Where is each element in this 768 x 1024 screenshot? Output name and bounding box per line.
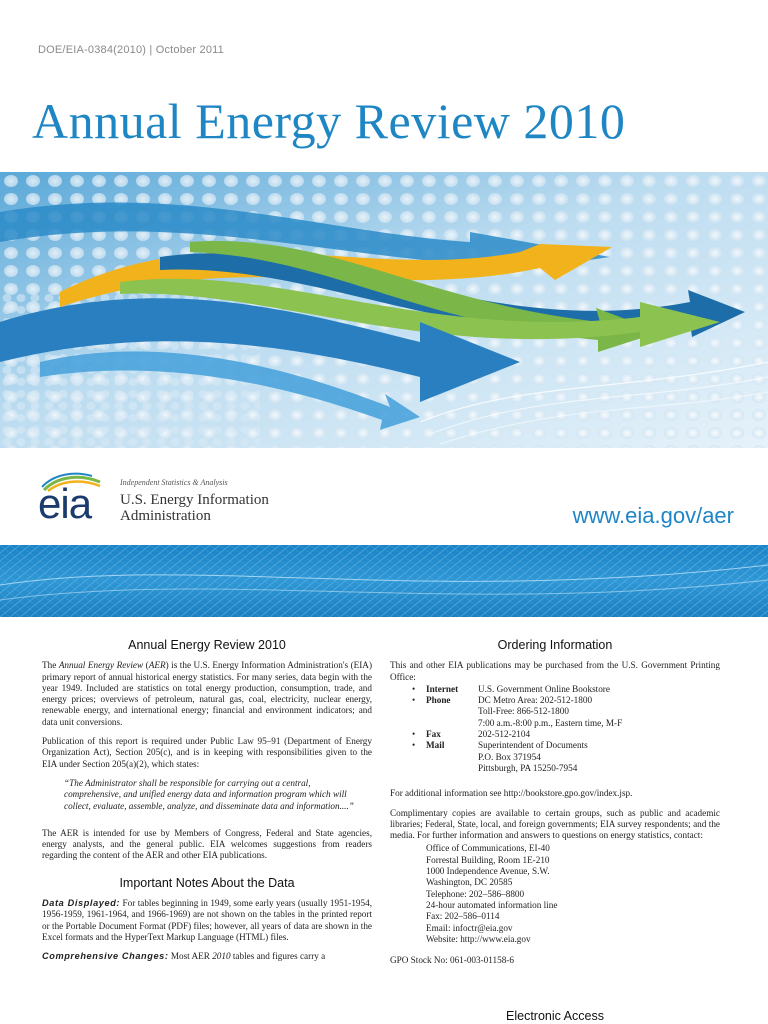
report-title: Annual Energy Review 2010	[32, 93, 626, 149]
logo-tagline: Independent Statistics & Analysis	[120, 478, 228, 487]
agency-name	[120, 492, 269, 524]
agency-name-line2: Administration	[120, 508, 211, 524]
audience-paragraph: The AER is intended for use by Members of Congress, Federal and State agencies, energy analysts, and the general public. EIA welcomes suggestions from readers regarding the content of the AER and other EIA publications.	[42, 827, 372, 861]
logo-wordmark: eia	[38, 480, 92, 527]
contact-email[interactable]: Email: infoctr@eia.gov	[426, 922, 513, 933]
ordering-heading: Ordering Information	[497, 638, 613, 652]
contact-website[interactable]: Website: http://www.eia.gov	[426, 933, 531, 944]
left-column	[42, 640, 372, 971]
bookstore-link[interactable]: For additional information see http://bookstore.gpo.gov/index.jsp.	[390, 788, 633, 799]
cover-artwork	[0, 172, 768, 448]
intro-paragraph: The Annual Energy Review (AER) is the U.S. Energy Information Administration's (EIA) primary report of annual historical energy statistics. For many series, data begin with the year 1949. Included are statistics on total energy production, consumption, trade, and energy prices; overviews of petroleum, natural gas, coal, electricity, nuclear energy, renewable energy, and international energy; financial and environment indicators; and data unit conversions.	[42, 660, 372, 727]
data-displayed-note: Data Displayed: For tables beginning in 1949, some early years (usually 1951-1954, 1956-1959, 1961-1964, and 1966-1969) are not shown on the tables in the printed report or the Portable Document Format (PDF) files; however, all years of data are shown in the Excel formats and the HyperText Markup Language (HTML) files.	[42, 898, 372, 942]
contact-block: Office of Communications, EI-40 Forrestal Building, Room 1E-210 1000 Independence Avenue, S.W. Washington, DC 20585 Telephone: 202–586–8800 24-hour automated information line Fax: 202–586–0114 Email: infoctr@eia.gov Website: http://www.eia.gov	[426, 843, 720, 945]
electronic-access-heading: Electronic Access	[506, 1009, 604, 1023]
ordering-intro: This and other EIA publications may be purchased from the U.S. Government Printing Office:	[390, 660, 720, 682]
law-quote: “The Administrator shall be responsible for carrying out a central, comprehensive, and unified energy data and information program which will collect, evaluate, assemble, analyze, and disseminate data and information....”	[64, 777, 354, 811]
ordering-phone: • Phone DC Metro Area: 202-512-1800 Toll-Free: 866-512-1800 7:00 a.m.-8:00 p.m., Eastern time, M-F	[412, 695, 623, 728]
comprehensive-changes-note: Comprehensive Changes: Most AER 2010 tables and figures carry a	[42, 951, 326, 962]
eia-logo	[38, 472, 338, 532]
intro-heading: Annual Energy Review 2010	[128, 638, 286, 652]
agency-name-line1: U.S. Energy Information	[120, 492, 269, 508]
law-paragraph: Publication of this report is required under Public Law 95–91 (Department of Energy Organization Act), Section 205(c), and is in keeping with responsibilities given to the EIA under Section 205(a)(2), which states:	[42, 736, 372, 769]
ordering-mail: • Mail Superintendent of Documents P.O. Box 371954 Pittsburgh, PA 15250-7954	[412, 740, 588, 773]
decorative-band	[0, 545, 768, 617]
gpo-stock-number: GPO Stock No: 061-003-01158-6	[390, 955, 514, 966]
ordering-internet: • Internet U.S. Government Online Bookstore	[412, 683, 610, 694]
ordering-methods	[412, 684, 622, 774]
document-id: DOE/EIA-0384(2010) | October 2011	[38, 44, 224, 56]
ordering-fax: • Fax 202-512-2104	[412, 729, 531, 740]
report-url[interactable]: www.eia.gov/aer	[572, 503, 734, 528]
right-column	[390, 640, 720, 974]
complimentary-paragraph: Complimentary copies are available to certain groups, such as public and academic libraries; Federal, State, local, and foreign governments; EIA survey respondents; and the media. For further information and answers to questions on energy statistics, contact:	[390, 807, 720, 841]
notes-heading: Important Notes About the Data	[119, 875, 295, 890]
